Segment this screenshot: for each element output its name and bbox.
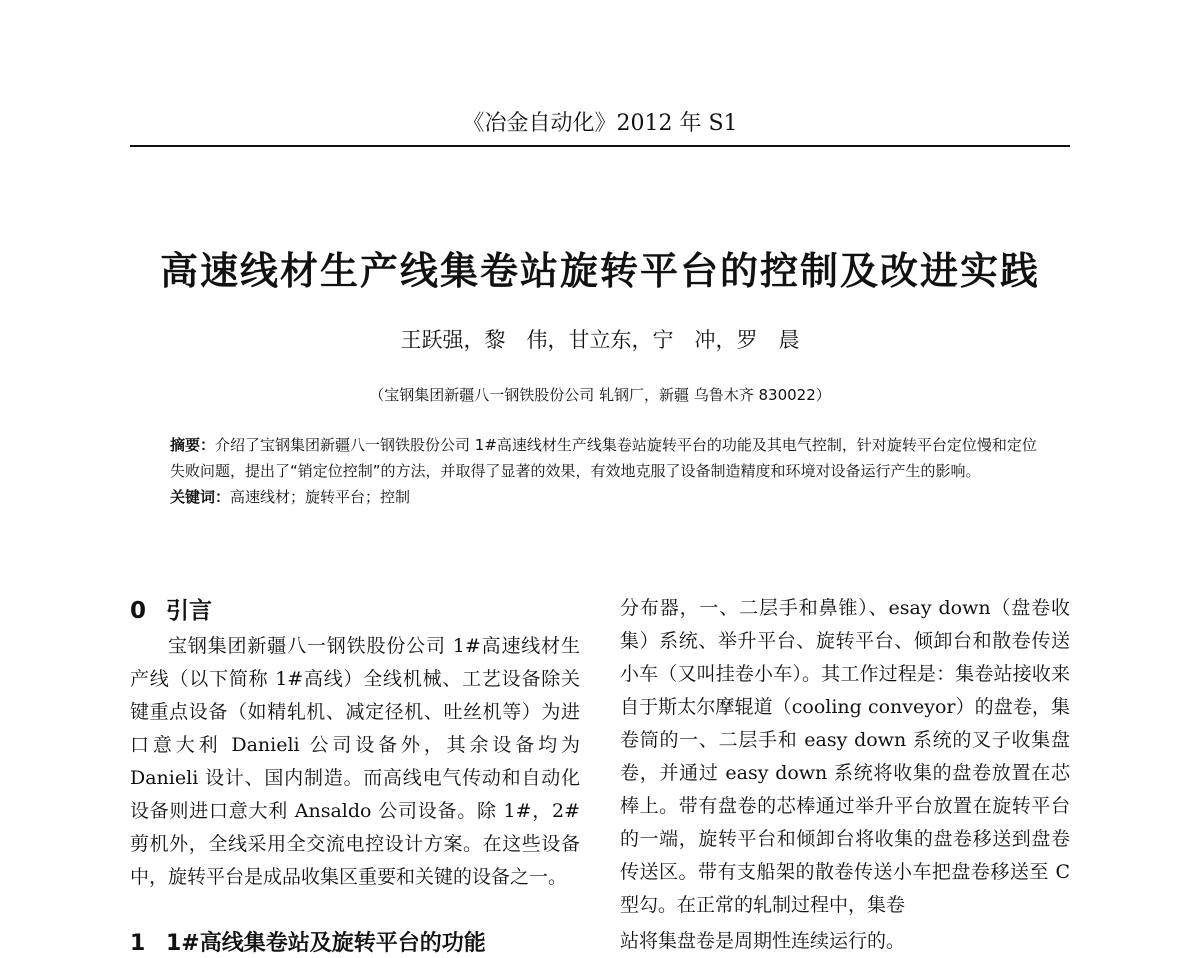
abstract-label: 摘要： (170, 436, 216, 454)
section-1-number: 1 (130, 931, 146, 956)
section-0-heading (130, 592, 212, 625)
paper-title: 高速线材生产线集卷站旋转平台的控制及改进实践 (159, 249, 1040, 293)
section-1-title: 1#高线集卷站及旋转平台的功能 (166, 931, 486, 956)
right-column (620, 592, 1070, 922)
section-1-heading (130, 926, 486, 957)
section-0-number: 0 (130, 598, 147, 624)
abstract-block (170, 432, 1040, 510)
left-column (130, 630, 580, 894)
right-cut-line: 站将集盘卷是周期性连续运行的。 (620, 930, 906, 952)
affiliation: （宝钢集团新疆八一钢铁股份公司 轧钢厂，新疆 乌鲁木齐 830022） (369, 386, 831, 404)
section-0-title: 引言 (166, 598, 212, 624)
abstract (170, 432, 1040, 484)
header-rule (130, 145, 1070, 147)
keywords (170, 484, 1040, 510)
authors: 王跃强，黎 伟，甘立东，宁 冲，罗 晨 (400, 328, 800, 352)
keywords-text: 高速线材；旋转平台；控制 (230, 488, 411, 506)
keywords-label: 关键词： (170, 488, 231, 506)
journal-header: 《冶金自动化》2012 年 S1 (462, 111, 738, 136)
intro-paragraph: 宝钢集团新疆八一钢铁股份公司 1#高速线材生产线（以下简称 1#高线）全线机械、工艺设备除关键重点设备（如精轧机、减定径机、吐丝机等）为进口意大利 Danieli 公司设备外，其余设备均为 Danieli 设计、国内制造。而高线电气传动和自动化设备则进口意大利 Ansaldo 公司设备。除 1#，2#剪机外，全线采用全交流电控设计方案。在这些设备中，旋转平台是成品收集区重要和关键的设备之一。 (130, 635, 580, 888)
process-paragraph: 分布器，一、二层手和鼻锥）、esay down（盘卷收集）系统、举升平台、旋转平台、倾卸台和散卷传送小车（又叫挂卷小车）。其工作过程是：集卷站接收来自于斯太尔摩辊道（cooling conveyor）的盘卷，集卷筒的一、二层手和 easy down 系统的叉子收集盘卷，并通过 easy down 系统将收集的盘卷放置在芯棒上。带有盘卷的芯棒通过举升平台放置在旋转平台的一端，旋转平台和倾卸台将收集的盘卷移送到盘卷传送区。带有支船架的散卷传送小车把盘卷移送至 C 型勾。在正常的轧制过程中，集卷 (620, 597, 1070, 916)
abstract-text: 介绍了宝钢集团新疆八一钢铁股份公司 1#高速线材生产线集卷站旋转平台的功能及其电气控制，针对旋转平台定位慢和定位失败问题，提出了“销定位控制”的方法，并取得了显著的效果，有效地克服了设备制造精度和环境对设备运行产生的影响。 (170, 436, 1037, 480)
